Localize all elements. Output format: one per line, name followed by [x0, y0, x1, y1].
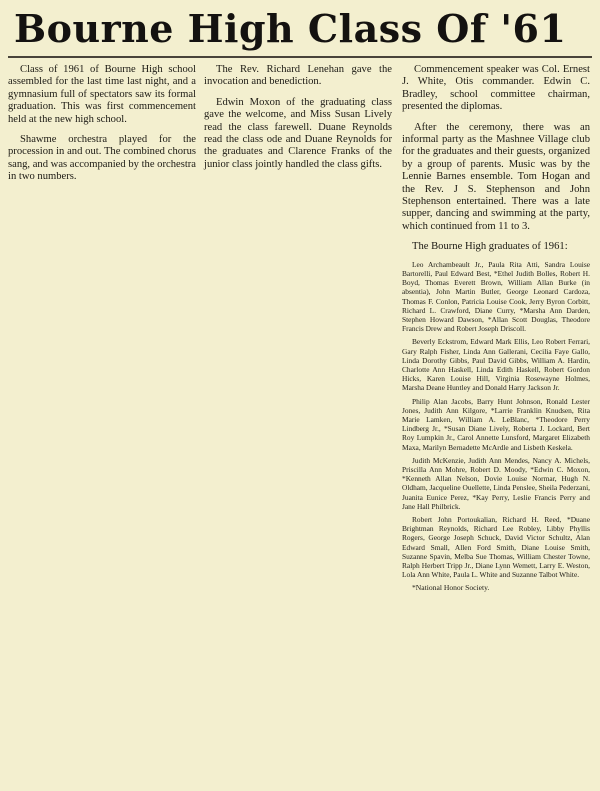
paragraph: Shawme orchestra played for the procession in and out. The combined chorus sang, and was accompanied by the orchestra in two numbers.	[8, 134, 196, 183]
paragraph: After the ceremony, there was an informal party as the Mashnee Village club for the graduates and their guests, organized by a group of parents. Music was by the Lennie Barnes ensemble. Tom Hogan and the Rev. J S. Stephenson and John Stephenson entertained. There was a late supper, dancing and swimming at the party, which continued from 11 to 3.	[402, 121, 590, 232]
graduates-heading: The Bourne High graduates of 1961:	[412, 241, 568, 253]
graduates-paragraph: Philip Alan Jacobs, Barry Hunt Johnson, Ronald Lester Jones, Judith Ann Kilgore, *Larrie Franklin Knudsen, Rita Marie Lamken, William A. LeBlanc, *Theodore Perry Lindberg Jr., *Susan Diane Lively, Roberta J. Lockard, Bert Roy Lumpkin Jr., Carol Annette Lunsford, Margaret Elizabeth Maxa, Marilyn Bernadette McArdle and Lisbeth Keskela.	[402, 396, 590, 452]
graduates-list	[402, 260, 590, 580]
graduates-paragraph: Beverly Eckstrom, Edward Mark Ellis, Leo Robert Ferrari, Gary Ralph Fisher, Linda Ann Gallerani, Cecilia Faye Gallo, Linda Dorothy Gibbs, Paul David Gibbs, William A. Hardin, Charlotte Ann Haskell, Linda Edith Haskell, Robert Gordon Hicks, Karen Louise Hill, Virginia Rosewayne Holmes, Marsha Deane Huntley and Donald Harry Jackson Jr.	[402, 337, 590, 393]
headline-rule	[8, 56, 592, 58]
paragraph: Class of 1961 of Bourne High school assembled for the last time last night, and a gymnasium full of spectators saw its formal graduation. This was first commencement held at the new high school.	[8, 64, 196, 125]
paragraph: Commencement speaker was Col. Ernest J. White, Otis commander. Edwin C. Bradley, school committee chairman, presented the diplomas.	[402, 64, 590, 113]
graduates-paragraph: Leo Archambeault Jr., Paula Rita Atti, Sandra Louise Bartorelli, Paul Edward Best, *Ethel Judith Bolles, Robert H. Boyd, Thomas Everett Brown, William Allan Burke (in absentia), John Martin Butler, George Leonard Cardoza, Thomas F. Conlon, Patricia Louise Cook, Jerry Byron Corbitt, Richard L. Crawford, Diane Curry, *Marsha Ann Darden, Stephen Howard Dawson, *Allan Scott Douglas, Theodore Francis Drew and Robert Joseph Driscoll.	[402, 259, 590, 334]
paragraph: Edwin Moxon of the graduating class gave the welcome, and Miss Susan Lively read the class farewell. Duane Reynolds read the class ode and Duane Reynolds for the graduates and Clarence Franks of the junior class jointly handled the class gifts.	[204, 96, 392, 170]
paragraph: The Rev. Richard Lenehan gave the invocation and benediction.	[204, 64, 392, 88]
column-2	[204, 64, 392, 179]
graduates-paragraph: Judith McKenzie, Judith Ann Mendes, Nancy A. Michels, Priscilla Ann Mohre, Robert D. Moody, *Edwin C. Moxon, *Kenneth Allan Nelson, Dovie Louise Normar, Hugh N. Oldham, Jacqueline Ouellette, Linda Penslee, Sheila Pederzani, Juanita Eunice Perez, *Kay Perry, Leslie Francis Perry and Jane Hall Philbrick.	[402, 455, 590, 511]
footnote: *National Honor Society.	[412, 583, 490, 593]
graduates-paragraph: Robert John Portoukalian, Richard H. Reed, *Duane Brightman Reynolds, Richard Lee Robley, Libby Phyllis Rogers, George Joseph Schuck, David Victor Schultz, Alan Edward Small, Allen Ford Smith, Diane Louise Smith, Suzanne Spavin, Melba Sue Thomas, William Chester Towne, Ralph Herbert Tripp Jr., Diane Lynn Wemett, Larry E. Weston, Lola Ann White, Paula L. White and Suzanne Talbot White.	[402, 514, 590, 580]
headline: Bourne High Class Of '61	[14, 6, 567, 51]
column-1	[8, 64, 196, 192]
column-3	[402, 64, 590, 592]
